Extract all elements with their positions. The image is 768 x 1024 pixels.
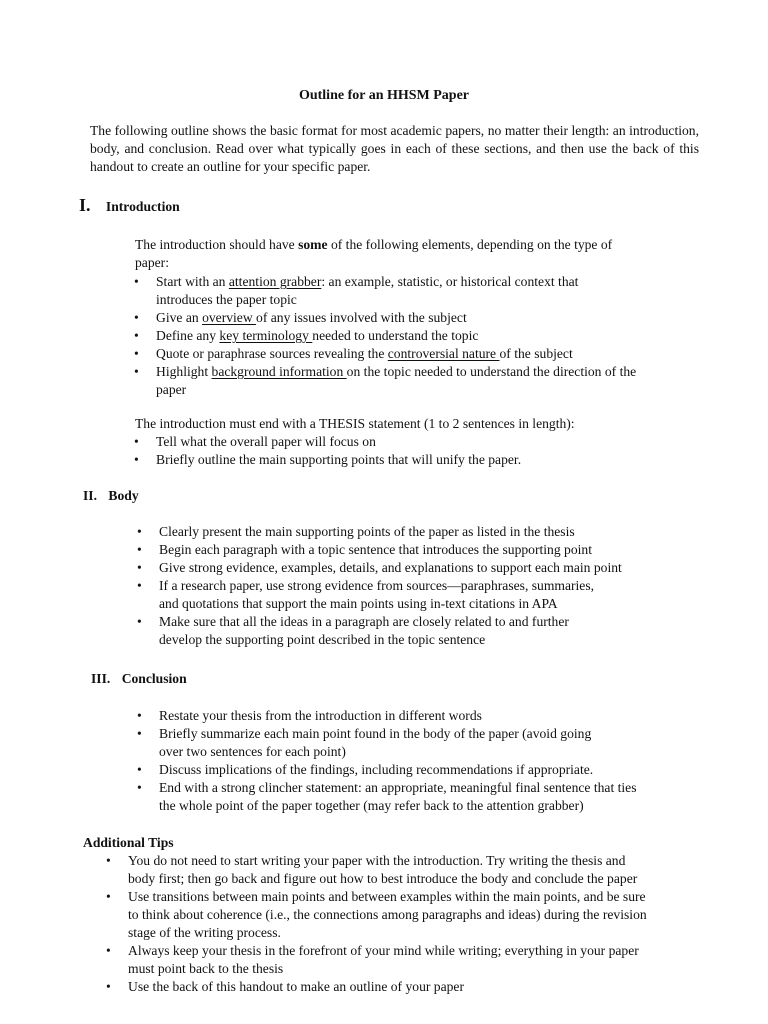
item-text: Give strong evidence, examples, details, and explanations to support each main point xyxy=(159,560,622,575)
item-text: If a research paper, use strong evidence from sources—paraphrases, summaries, xyxy=(159,578,595,593)
introduction-lead xyxy=(135,236,675,272)
item-text: Highlight xyxy=(156,364,212,379)
list-item xyxy=(137,707,704,725)
underlined-term: background information xyxy=(211,364,347,379)
item-text: You do not need to start writing your paper with the introduction. Try writing the thesis and xyxy=(128,853,626,868)
section-title: Introduction xyxy=(105,199,180,214)
lead-emphasis: some xyxy=(298,237,328,252)
section-numeral: II. xyxy=(83,488,97,503)
list-item xyxy=(137,559,704,577)
list-item xyxy=(134,309,701,327)
list-item xyxy=(134,345,701,363)
item-text: Define any xyxy=(156,328,220,343)
item-text: Use the back of this handout to make an outline of your paper xyxy=(128,979,464,994)
item-text: must point back to the thesis xyxy=(128,961,284,976)
bullet-icon: • xyxy=(134,328,139,343)
underlined-term: key terminology xyxy=(219,328,313,343)
underlined-term: overview xyxy=(202,310,257,325)
lead-text: The introduction should have xyxy=(135,237,299,252)
item-text: Briefly outline the main supporting points that will unify the paper. xyxy=(156,452,522,467)
item-text: body first; then go back and figure out how to best introduce the body and conclude the paper xyxy=(128,871,638,886)
item-text: Discuss implications of the findings, including recommendations if appropriate. xyxy=(159,762,594,777)
lead-text: paper: xyxy=(135,255,169,270)
underlined-term: attention grabber xyxy=(228,274,322,289)
item-text: Always keep your thesis in the forefront of your mind while writing; everything in your paper xyxy=(128,943,639,958)
section-heading-conclusion xyxy=(91,670,187,688)
item-text: Quote or paraphrase sources revealing the xyxy=(156,346,388,361)
thesis-list xyxy=(134,433,701,469)
bullet-icon: • xyxy=(137,578,142,593)
bullet-icon: • xyxy=(137,524,142,539)
introduction-elements-list xyxy=(134,273,701,399)
item-text: paper xyxy=(156,382,187,397)
item-text: Start with an xyxy=(156,274,229,289)
item-text: to think about coherence (i.e., the connections among paragraphs and ideas) during the revision xyxy=(128,907,647,922)
intro-paragraph: The following outline shows the basic format for most academic papers, no matter their length: an introduction, body, and conclusion. Read over what typically goes in each of these sections, and then use the back of this handout to create an outline for your specific paper. xyxy=(90,123,699,174)
page-title: Outline for an HHSM Paper xyxy=(298,88,470,103)
item-text: : an example, statistic, or historical context that xyxy=(321,274,579,289)
additional-tips-list xyxy=(106,852,708,996)
item-text: and quotations that support the main points using in-text citations in APA xyxy=(159,596,558,611)
item-text: needed to understand the topic xyxy=(312,328,479,343)
list-item xyxy=(134,363,701,399)
bullet-icon: • xyxy=(106,979,111,994)
item-text: the whole point of the paper together (may refer back to the attention grabber) xyxy=(159,798,584,813)
list-item xyxy=(137,541,704,559)
section-heading-additional-tips: Additional Tips xyxy=(83,835,174,850)
bullet-icon: • xyxy=(134,274,139,289)
thesis-lead: The introduction must end with a THESIS statement (1 to 2 sentences in length): xyxy=(135,416,575,431)
bullet-icon: • xyxy=(137,726,142,741)
item-text: Begin each paragraph with a topic sentence that introduces the supporting point xyxy=(159,542,592,557)
body-list xyxy=(137,523,704,649)
list-item xyxy=(137,725,704,761)
underlined-term: controversial nature xyxy=(387,346,500,361)
item-text: Use transitions between main points and between examples within the main points, and be sure xyxy=(128,889,646,904)
list-item xyxy=(134,433,701,451)
item-text: introduces the paper topic xyxy=(156,292,297,307)
section-numeral: I. xyxy=(79,195,91,215)
list-item xyxy=(106,978,708,996)
section-title: Body xyxy=(108,488,139,503)
bullet-icon: • xyxy=(134,310,139,325)
item-text: over two sentences for each point) xyxy=(159,744,346,759)
lead-text: of the following elements, depending on the type of xyxy=(327,237,613,252)
bullet-icon: • xyxy=(134,346,139,361)
bullet-icon: • xyxy=(137,762,142,777)
bullet-icon: • xyxy=(137,542,142,557)
item-text: Make sure that all the ideas in a paragraph are closely related to and further xyxy=(159,614,569,629)
bullet-icon: • xyxy=(106,889,111,904)
item-text: of any issues involved with the subject xyxy=(256,310,467,325)
list-item xyxy=(137,779,704,815)
list-item xyxy=(137,761,704,779)
bullet-icon: • xyxy=(134,364,139,379)
item-text: End with a strong clincher statement: an appropriate, meaningful final sentence that ties xyxy=(159,780,637,795)
item-text: Tell what the overall paper will focus on xyxy=(156,434,376,449)
list-item xyxy=(134,327,701,345)
list-item xyxy=(137,523,704,541)
list-item xyxy=(106,942,708,978)
item-text: Clearly present the main supporting points of the paper as listed in the thesis xyxy=(159,524,575,539)
bullet-icon: • xyxy=(137,780,142,795)
item-text: of the subject xyxy=(499,346,573,361)
bullet-icon: • xyxy=(137,708,142,723)
list-item xyxy=(137,613,704,649)
list-item xyxy=(134,451,701,469)
item-text: stage of the writing process. xyxy=(128,925,281,940)
item-text: Briefly summarize each main point found in the body of the paper (avoid going xyxy=(159,726,592,741)
bullet-icon: • xyxy=(137,614,142,629)
section-heading-body xyxy=(83,487,139,505)
list-item xyxy=(134,273,701,309)
list-item xyxy=(106,852,708,888)
item-text: develop the supporting point described in the topic sentence xyxy=(159,632,486,647)
bullet-icon: • xyxy=(137,560,142,575)
bullet-icon: • xyxy=(106,853,111,868)
bullet-icon: • xyxy=(134,452,139,467)
conclusion-list xyxy=(137,707,704,815)
section-numeral: III. xyxy=(91,671,111,686)
item-text: Restate your thesis from the introduction in different words xyxy=(159,708,482,723)
list-item xyxy=(137,577,704,613)
list-item xyxy=(106,888,708,942)
item-text: on the topic needed to understand the direction of the xyxy=(346,364,637,379)
bullet-icon: • xyxy=(106,943,111,958)
section-title: Conclusion xyxy=(121,671,187,686)
bullet-icon: • xyxy=(134,434,139,449)
section-heading-introduction xyxy=(79,196,180,216)
item-text: Give an xyxy=(156,310,203,325)
